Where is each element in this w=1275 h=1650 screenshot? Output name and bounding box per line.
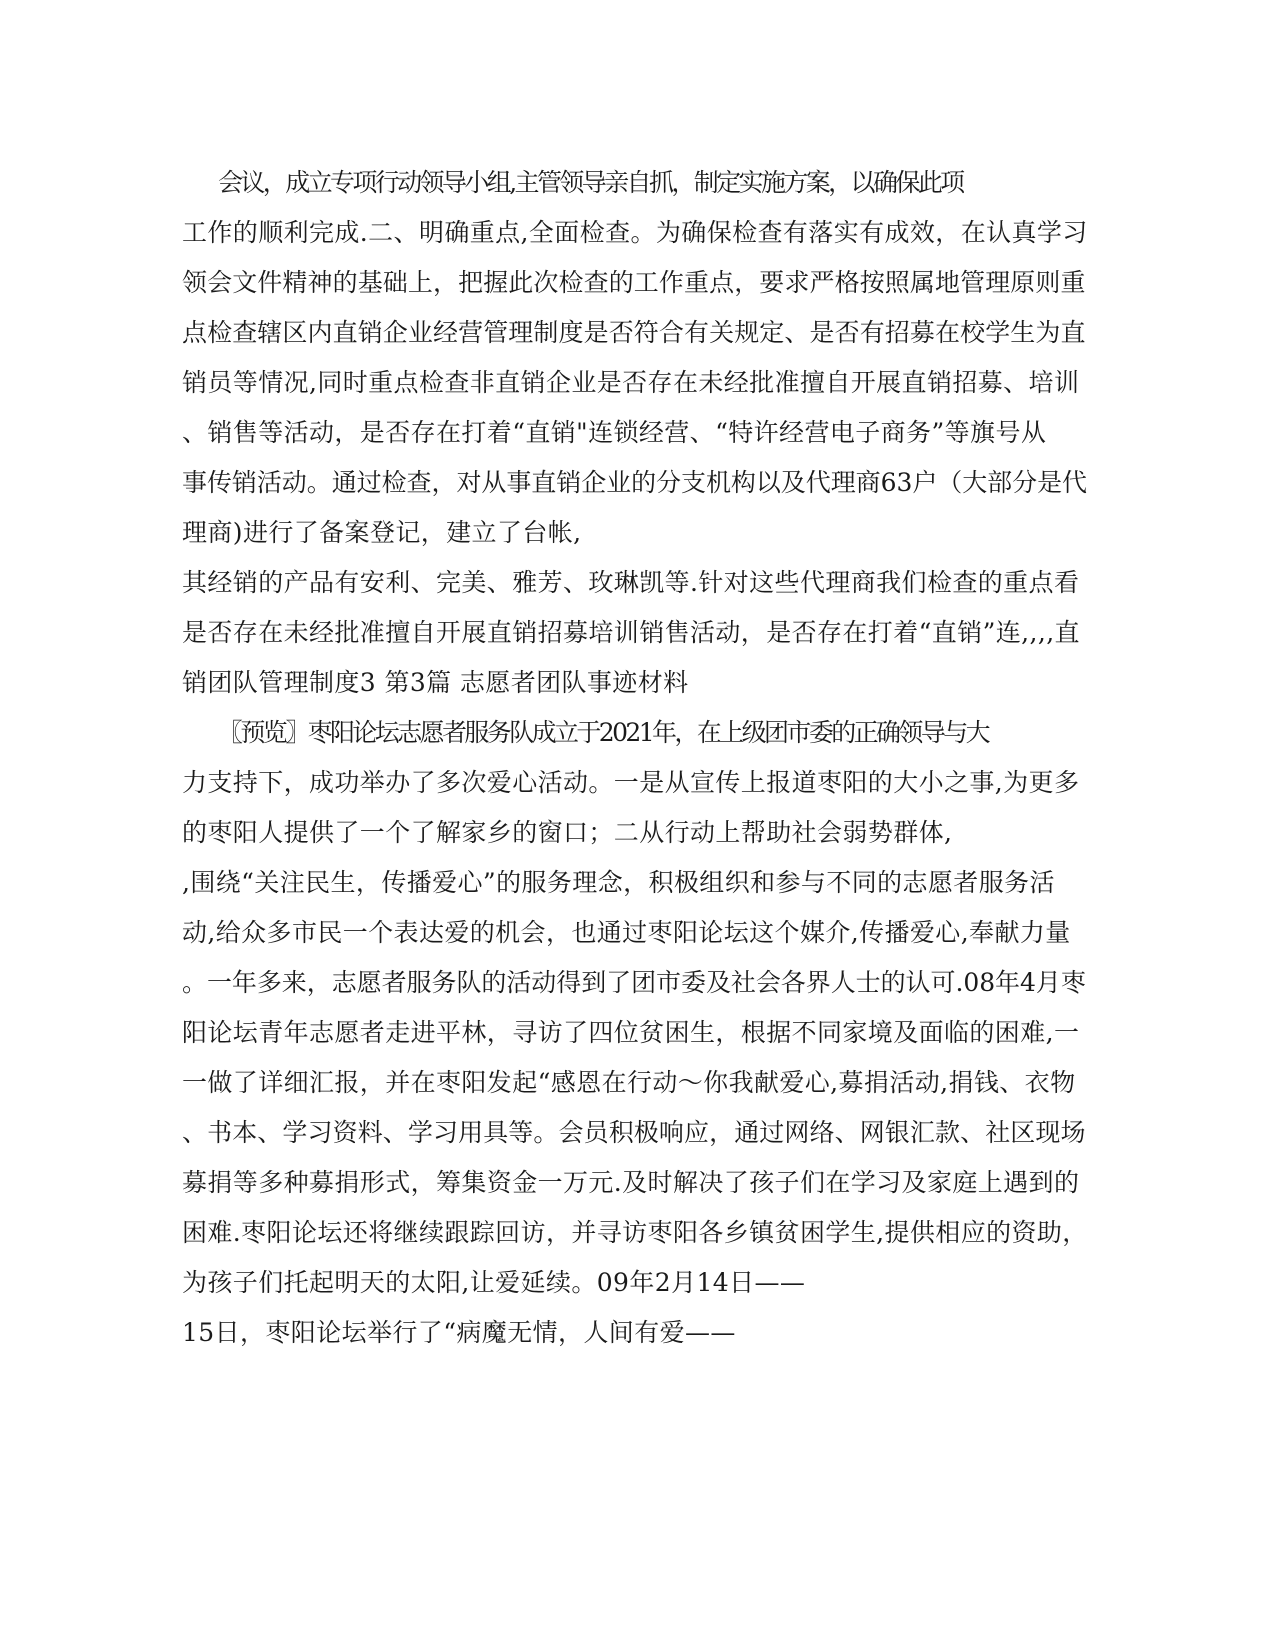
paragraph-line: 为孩子们托起明天的太阳,让爱延续。09年2月14日—— (182, 1268, 806, 1297)
paragraph-line: 工作的顺利完成.二、明确重点,全面检查。为确保检查有落实有成效，在认真学习 (182, 218, 1088, 247)
paragraph-line: ,围绕“关注民生，传播爱心”的服务理念，积极组织和参与不同的志愿者服务活 (182, 868, 1055, 897)
paragraph-line: 其经销的产品有安利、完美、雅芳、玫琳凯等.针对这些代理商我们检查的重点看 (182, 568, 1080, 597)
paragraph-line: 、书本、学习资料、学习用具等。会员积极响应，通过网络、网银汇款、社区现场 (182, 1118, 1086, 1147)
paragraph-line: 动,给众多市民一个表达爱的机会，也通过枣阳论坛这个媒介,传播爱心,奉献力量 (182, 918, 1071, 947)
paragraph-line: 困难.枣阳论坛还将继续跟踪回访，并寻访枣阳各乡镇贫困学生,提供相应的资助， (182, 1218, 1088, 1247)
paragraph-line: 15日，枣阳论坛举行了“病魔无情，人间有爱—— (182, 1318, 736, 1347)
paragraph-line: 销员等情况,同时重点检查非直销企业是否存在未经批准擅自开展直销招募、培训 (182, 368, 1080, 397)
paragraph-line: 领会文件精神的基础上，把握此次检查的工作重点，要求严格按照属地管理原则重 (182, 268, 1086, 297)
paragraph-line: 、销售等活动，是否存在打着“直销"连锁经营、“特许经营电子商务”等旗号从 (182, 418, 1047, 447)
paragraph-line: 。一年多来，志愿者服务队的活动得到了团市委及社会各界人士的认可.08年4月枣 (182, 968, 1086, 997)
paragraph-line: 阳论坛青年志愿者走进平林，寻访了四位贫困生，根据不同家境及面临的困难,一 (182, 1018, 1080, 1047)
paragraph-line: 的枣阳人提供了一个了解家乡的窗口；二从行动上帮助社会弱势群体, (182, 818, 953, 847)
paragraph-line: 事传销活动。通过检查，对从事直销企业的分支机构以及代理商63户（大部分是代 (182, 468, 1087, 497)
section-heading-line: 销团队管理制度3 第3篇 志愿者团队事迹材料 (182, 668, 689, 697)
paragraph-line: 〖预览〗枣阳论坛志愿者服务队成立于2021年，在上级团市委的正确领导与大 (218, 718, 989, 747)
paragraph-line: 会议，成立专项行动领导小组,主管领导亲自抓，制定实施方案，以确保此项 (218, 168, 963, 197)
paragraph-line: 力支持下，成功举办了多次爱心活动。一是从宣传上报道枣阳的大小之事,为更多 (182, 768, 1080, 797)
paragraph-line: 是否存在未经批准擅自开展直销招募培训销售活动，是否存在打着“直销”连,,,,直 (182, 618, 1080, 647)
paragraph-line: 理商)进行了备案登记，建立了台帐, (182, 518, 582, 547)
paragraph-line: 募捐等多种募捐形式，筹集资金一万元.及时解决了孩子们在学习及家庭上遇到的 (182, 1168, 1080, 1197)
paragraph-line: 点检查辖区内直销企业经营管理制度是否符合有关规定、是否有招募在校学生为直 (182, 318, 1086, 347)
paragraph-line: 一做了详细汇报，并在枣阳发起“感恩在行动～你我献爱心,募捐活动,捐钱、衣物 (182, 1068, 1076, 1097)
